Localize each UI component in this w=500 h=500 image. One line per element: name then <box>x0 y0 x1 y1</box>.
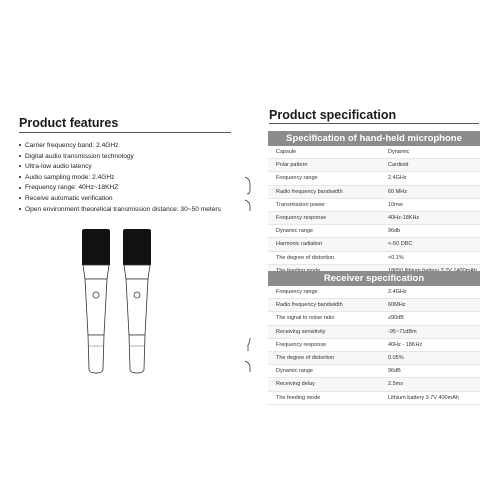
spec-value: 96dB <box>388 368 401 375</box>
spec-key: The feeding mode <box>276 394 321 401</box>
spec-key: Radio frequency bandwidth <box>276 302 343 309</box>
specification-divider <box>269 123 479 124</box>
spec-value: Cardioid <box>388 162 409 169</box>
spec-key: Frequency response <box>276 214 327 221</box>
spec-value: 2.5ms <box>388 381 403 388</box>
spec-row <box>268 299 480 312</box>
microphone-image-left <box>80 229 112 375</box>
spec-row <box>268 339 480 352</box>
spec-key: The signal to noise ratio <box>276 315 335 322</box>
spec-value: 0.05% <box>388 354 404 361</box>
spec-key: The degree of distortion <box>276 354 335 361</box>
spec-value: 2.4GHz <box>388 289 407 295</box>
feature-text: Open environment theoretical transmission distance: 30~50 meters <box>25 205 221 213</box>
bullet-icon <box>19 208 21 210</box>
bullet-icon <box>19 165 21 167</box>
spec-key: Harmonic radiation <box>276 241 323 248</box>
spec-row <box>268 352 480 365</box>
spec-value: <-50 DBC <box>388 241 413 248</box>
spec-value: 2.4GHz <box>388 175 407 182</box>
receiver-spec-header: Receiver specification <box>268 271 480 286</box>
bracket-top <box>244 176 252 212</box>
spec-value: 60 MHz <box>388 188 407 195</box>
microphone-image-right <box>121 229 153 375</box>
spec-key: Receiving sensitivity <box>276 328 326 335</box>
features-divider <box>19 132 231 133</box>
spec-row <box>268 378 480 391</box>
bullet-icon <box>19 155 21 157</box>
feature-text: Audio sampling mode: 2.4GHz <box>25 173 115 181</box>
spec-row <box>268 252 480 265</box>
spec-value: 10mw <box>388 201 403 208</box>
spec-key: Capsule <box>276 149 297 155</box>
spec-row <box>268 146 480 159</box>
feature-item <box>19 183 221 194</box>
feature-item <box>19 194 221 205</box>
spec-row <box>268 365 480 378</box>
spec-key: Dynamic range <box>276 368 313 375</box>
spec-value: 96db <box>388 228 401 235</box>
feature-text: Frequency range: 40Hz~18KHZ <box>25 184 119 192</box>
spec-key: Frequency response <box>276 341 327 348</box>
features-list <box>19 141 221 215</box>
spec-row <box>268 286 480 299</box>
spec-value: 60MHz <box>388 302 406 309</box>
spec-row <box>268 212 480 225</box>
spec-row <box>268 312 480 325</box>
spec-value: 40Hz - 18KHz <box>388 341 423 348</box>
spec-row <box>268 392 480 405</box>
feature-text: Receive automatic verification <box>25 194 113 202</box>
spec-value: Dynamic <box>388 149 410 155</box>
bullet-icon <box>19 176 21 178</box>
feature-item <box>19 173 221 184</box>
spec-key: Polar pattern <box>276 162 308 169</box>
bullet-icon <box>19 197 21 199</box>
feature-text: Ultra-low audio latency <box>25 163 92 171</box>
spec-row <box>268 159 480 172</box>
bullet-icon <box>19 144 21 146</box>
spec-key: Frequency range <box>276 289 318 295</box>
spec-key: Radio frequency bandwidth <box>276 188 343 195</box>
spec-row <box>268 326 480 339</box>
spec-key: Receiving delay <box>276 381 315 388</box>
bullet-icon <box>19 187 21 189</box>
specification-title: Product specification <box>269 108 397 122</box>
spec-row <box>268 238 480 251</box>
spec-row <box>268 172 480 185</box>
spec-row <box>268 199 480 212</box>
spec-key: The degree of distortion <box>276 254 335 261</box>
receiver-spec-table <box>268 271 480 405</box>
spec-row <box>268 186 480 199</box>
spec-value: -95~71dBm <box>388 328 417 335</box>
feature-item <box>19 152 221 163</box>
spec-row <box>268 225 480 238</box>
spec-key: Transmission power <box>276 201 326 208</box>
spec-value: ≥90dB <box>388 315 404 322</box>
feature-item <box>19 141 221 152</box>
spec-value: Lithium battery 3.7V 400mAh <box>388 394 459 401</box>
feature-text: Digital audio transmission technology <box>25 152 134 160</box>
bracket-bottom <box>244 337 252 373</box>
feature-item <box>19 205 221 216</box>
spec-key: Dynamic range <box>276 228 313 235</box>
handheld-spec-table <box>268 131 480 278</box>
features-title: Product features <box>19 116 119 130</box>
feature-text: Carrier frequency band: 2.4GHz <box>25 142 119 149</box>
spec-value: <0.1% <box>388 254 404 261</box>
feature-item <box>19 162 221 173</box>
spec-key: Frequency range <box>276 175 318 182</box>
handheld-spec-header: Specification of hand-held microphone <box>268 131 480 146</box>
spec-value: 40Hz-18KHz <box>388 214 420 221</box>
